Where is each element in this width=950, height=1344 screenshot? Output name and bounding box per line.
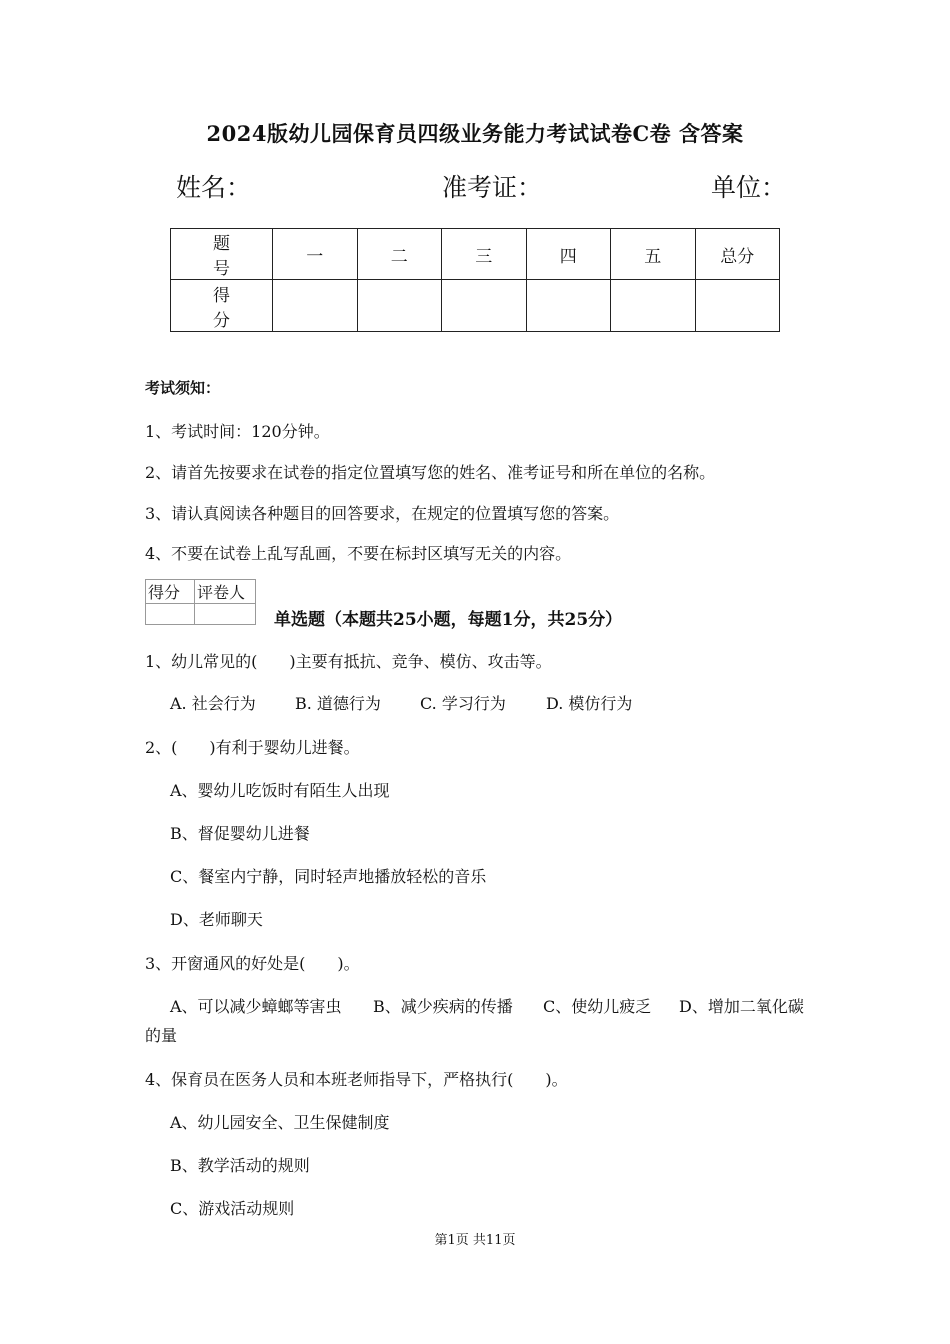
question-option: B、教学活动的规则 (170, 1156, 310, 1175)
score-table-header-cell: 五 (611, 229, 696, 280)
grader-score-cell[interactable] (146, 604, 195, 625)
grader-score-label: 得分 (146, 580, 195, 604)
question-option: B、减少疾病的传播 (373, 997, 513, 1016)
score-table-header-cell: 二 (357, 229, 442, 280)
question-stem: 3、开窗通风的好处是( )。 (145, 954, 360, 973)
notice-item: 3、请认真阅读各种题目的回答要求，在规定的位置填写您的答案。 (145, 504, 620, 523)
question-option: A、婴幼儿吃饭时有陌生人出现 (170, 781, 390, 800)
exam-id-label: 准考证： (442, 173, 543, 202)
score-table-header-cell: 一 (273, 229, 358, 280)
question-option: C、游戏活动规则 (170, 1199, 295, 1218)
score-table-header-cell: 四 (526, 229, 611, 280)
question-stem: 1、幼儿常见的( )主要有抵抗、竞争、模仿、攻击等。 (145, 652, 552, 671)
score-cell[interactable] (695, 280, 780, 332)
page-footer: 第1页 共11页 (434, 1233, 516, 1248)
exam-title: 2024版幼儿园保育员四级业务能力考试试卷C卷 含答案 (206, 121, 744, 146)
question-option: D、老师聊天 (170, 910, 263, 929)
score-cell[interactable] (273, 280, 358, 332)
score-table-header-row (171, 229, 780, 280)
score-cell[interactable] (442, 280, 527, 332)
question-option: A. 社会行为 (170, 694, 256, 713)
question-option: D、增加二氧化碳 (679, 997, 804, 1016)
score-table-score-row (171, 280, 780, 332)
notice-item: 1、考试时间：120分钟。 (145, 422, 330, 441)
score-cell[interactable] (357, 280, 442, 332)
question-option: A、可以减少蟑螂等害虫 (170, 997, 342, 1016)
score-row-label: 得 分 (171, 280, 273, 332)
question-option: C、使幼儿疲乏 (543, 997, 652, 1016)
score-cell[interactable] (611, 280, 696, 332)
question-option: B、督促婴幼儿进餐 (170, 824, 310, 843)
unit-label: 单位： (711, 173, 787, 202)
question-option: A、幼儿园安全、卫生保健制度 (170, 1113, 390, 1132)
question-option: D. 模仿行为 (546, 694, 633, 713)
score-table-header-cell: 题 号 (171, 229, 273, 280)
question-stem: 2、( )有利于婴幼儿进餐。 (145, 738, 360, 757)
question-option: B. 道德行为 (295, 694, 381, 713)
score-table-header-cell: 三 (442, 229, 527, 280)
score-table (170, 228, 780, 332)
section-title: 单选题（本题共25小题，每题1分，共25分） (274, 610, 623, 630)
score-table-header-cell: 总分 (695, 229, 780, 280)
notice-heading: 考试须知： (145, 379, 221, 397)
score-cell[interactable] (526, 280, 611, 332)
notice-item: 2、请首先按要求在试卷的指定位置填写您的姓名、准考证号和所在单位的名称。 (145, 463, 716, 482)
grader-box (145, 579, 256, 625)
notice-item: 4、不要在试卷上乱写乱画，不要在标封区填写无关的内容。 (145, 544, 572, 563)
grader-reviewer-cell[interactable] (195, 604, 256, 625)
name-label: 姓名： (176, 173, 252, 202)
question-stem: 4、保育员在医务人员和本班老师指导下，严格执行( )。 (145, 1070, 568, 1089)
grader-reviewer-label: 评卷人 (195, 580, 256, 604)
question-option: C、餐室内宁静，同时轻声地播放轻松的音乐 (170, 867, 487, 886)
question-option: C. 学习行为 (420, 694, 506, 713)
question-option-continued: 的量 (145, 1026, 178, 1045)
